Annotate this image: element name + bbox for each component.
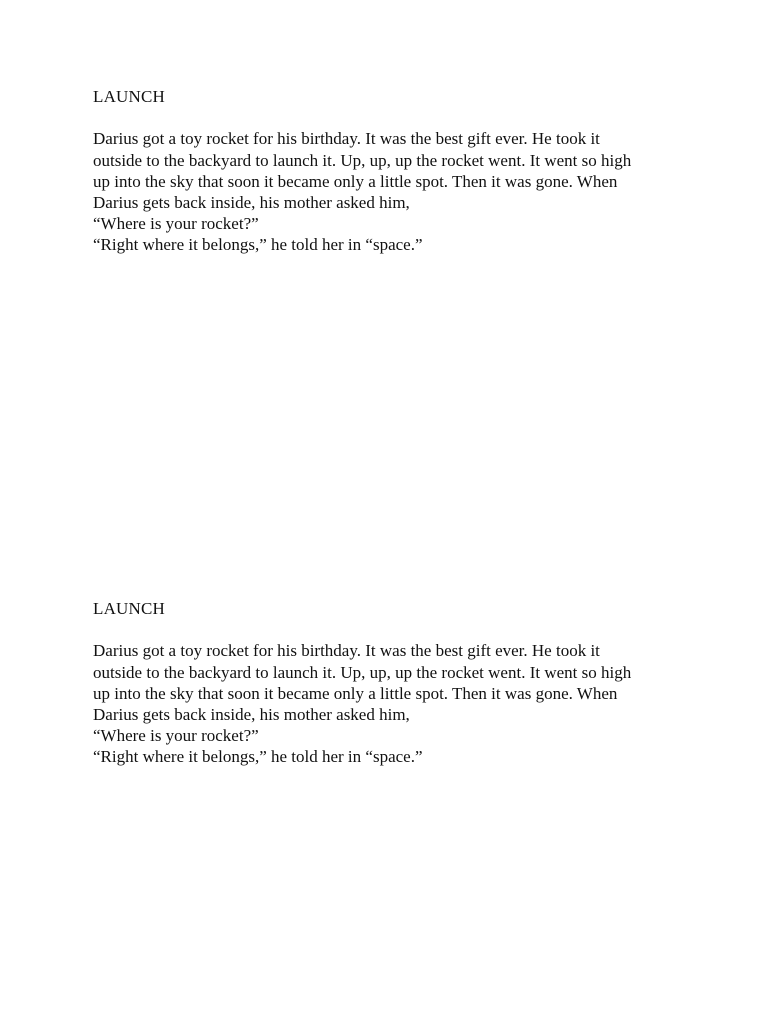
story-line: “Right where it belongs,” he told her in “space.”	[93, 747, 423, 767]
story-line: up into the sky that soon it became only a little spot. Then it was gone. When	[93, 171, 618, 191]
story-body	[93, 128, 713, 255]
story-line: Darius got a toy rocket for his birthday. It was the best gift ever. He took it	[93, 129, 600, 149]
story-body	[93, 640, 713, 767]
story-line: outside to the backyard to launch it. Up, up, up the rocket went. It went so high	[93, 150, 632, 170]
story-block-1	[93, 86, 713, 256]
story-title: LAUNCH	[93, 599, 166, 618]
story-line: up into the sky that soon it became only a little spot. Then it was gone. When	[93, 683, 618, 703]
story-line: Darius gets back inside, his mother asked him,	[93, 705, 410, 724]
story-title: LAUNCH	[93, 87, 166, 106]
story-line: “Where is your rocket?”	[93, 214, 259, 234]
story-line: outside to the backyard to launch it. Up, up, up the rocket went. It went so high	[93, 662, 632, 682]
story-line: Darius got a toy rocket for his birthday. It was the best gift ever. He took it	[93, 641, 600, 661]
story-block-2	[93, 598, 713, 768]
story-line: “Where is your rocket?”	[93, 726, 259, 746]
story-line: Darius gets back inside, his mother asked him,	[93, 193, 410, 212]
story-line: “Right where it belongs,” he told her in “space.”	[93, 235, 423, 255]
